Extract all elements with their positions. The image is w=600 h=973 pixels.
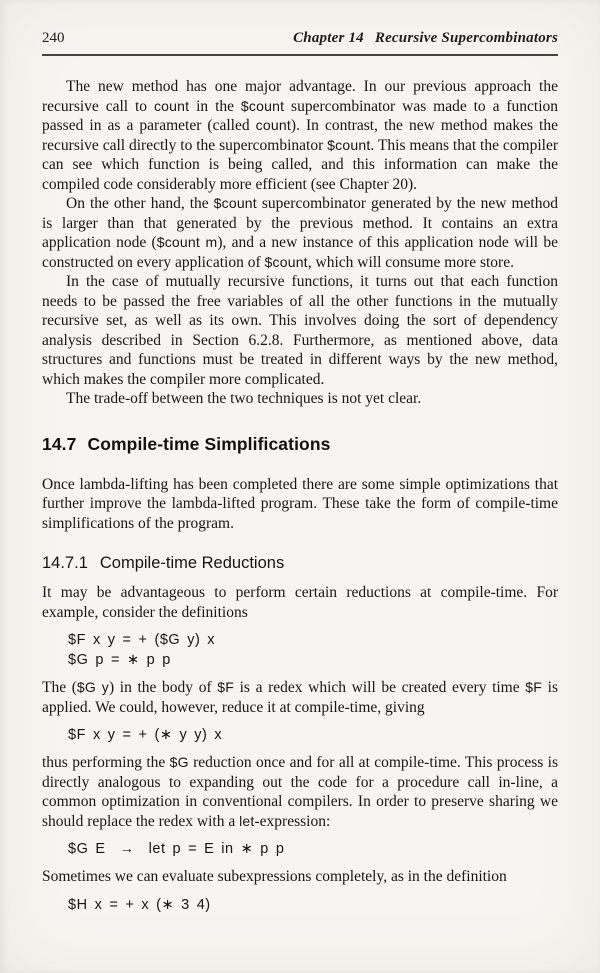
text-segment: thus performing the [42, 754, 170, 771]
paragraph [42, 678, 558, 717]
code-block [68, 725, 558, 745]
inline-code: $count [264, 253, 308, 270]
inline-code: $count m [156, 234, 218, 250]
chapter-label: Chapter 14 [293, 30, 364, 46]
inline-code: $count [213, 195, 257, 211]
inline-code: let [239, 812, 255, 829]
inline-code: $F [525, 679, 543, 695]
text-segment: in the [189, 97, 241, 115]
code-block [68, 630, 558, 670]
page-content [42, 77, 558, 915]
heading-title: Compile-time Simplifications [87, 433, 331, 454]
code-line: $H x = + x (∗ 3 4) [68, 896, 211, 913]
text-segment: supercombinator generated by the new method is larger than that generated by the previous method. It contains an extra application node ( [42, 195, 558, 251]
code-block [68, 895, 558, 915]
code-line: $F x y = + ($G y) x [68, 632, 216, 648]
paragraph [42, 583, 558, 622]
heading-number: 14.7 [42, 433, 77, 454]
running-header [42, 30, 558, 56]
inline-code: $count [327, 136, 371, 153]
inline-code: count [153, 97, 190, 114]
text-segment: Sometimes we can evaluate subexpressions completely, as in the definition [42, 868, 507, 885]
text-segment: ). In contrast, the new method makes the recursive call directly to the supercombinator [42, 117, 558, 154]
text-segment: Once lambda-lifting has been completed there are some simple optimizations that further improve the lambda-lifted program. These take the form of compile-time simplifications of the program. [42, 475, 558, 532]
chapter-title: Recursive Supercombinators [374, 30, 558, 46]
section-heading [42, 434, 558, 455]
code-line: $G E → let p = E in ∗ p p [68, 841, 285, 857]
text-segment: The trade-off between the two techniques is not yet clear. [66, 390, 422, 407]
inline-code: $F [217, 679, 234, 695]
inline-code: $G [169, 754, 189, 770]
heading-number: 14.7.1 [42, 554, 88, 572]
text-segment: The new method has one major advantage. In our previous approach the recursive call to [42, 78, 558, 115]
subsection-heading [42, 554, 558, 573]
code-line: $F x y = + (∗ y y) x [68, 727, 223, 743]
text-segment: ) in the body of [109, 679, 218, 696]
paragraph [42, 272, 558, 389]
text-segment: is applied. We could, however, reduce it at compile-time, giving [42, 679, 558, 716]
page-number: 240 [42, 30, 65, 46]
text-segment: reduction once and for all at compile-time. This process is directly analogous to expanding out the code for a procedure call in-line, a common optimization in conventional compilers. In order to preserve sharing we should replace the redex with a [42, 754, 558, 830]
paragraph [42, 77, 558, 194]
chapter-reference [293, 30, 558, 47]
code-line: $G p = ∗ p p [68, 652, 171, 668]
text-segment: , which will consume more store. [307, 253, 514, 271]
code-block [68, 839, 558, 859]
text-segment: In the case of mutually recursive functions, it turns out that each function needs to be passed the free variables of all the other functions in the mutually recursive set, as well as its own. This involves doing the sort of dependency analysis described in Section 6.2.8. Furthermore, as mentioned above, data structures and functions must be treated in different ways by the new method, which makes the compiler more complicated. [42, 273, 558, 388]
heading-title: Compile-time Reductions [99, 554, 285, 572]
inline-code: $count [240, 97, 285, 114]
text-segment: supercombinator was made to a function passed in as a parameter (called [42, 97, 559, 134]
text-segment: On the other hand, the [66, 195, 214, 212]
text-segment: . This means that the compiler can see which function is being called, and this information can make the compiled code considerably more efficient (see Chapter 20). [42, 136, 558, 193]
text-segment: ), and a new instance of this application node will be constructed on every application of [42, 234, 559, 271]
paragraph [42, 389, 558, 409]
text-segment: -expression: [254, 812, 331, 830]
text-segment: The ( [42, 679, 77, 696]
inline-code: count [255, 117, 291, 133]
text-segment: is a redex which will be created every time [233, 679, 526, 696]
paragraph [42, 867, 558, 887]
paragraph [42, 475, 558, 534]
paragraph [42, 194, 558, 272]
text-segment: It may be advantageous to perform certain reductions at compile-time. For example, consider the definitions [42, 584, 558, 621]
inline-code: $G y [76, 679, 110, 695]
paragraph [42, 753, 558, 831]
